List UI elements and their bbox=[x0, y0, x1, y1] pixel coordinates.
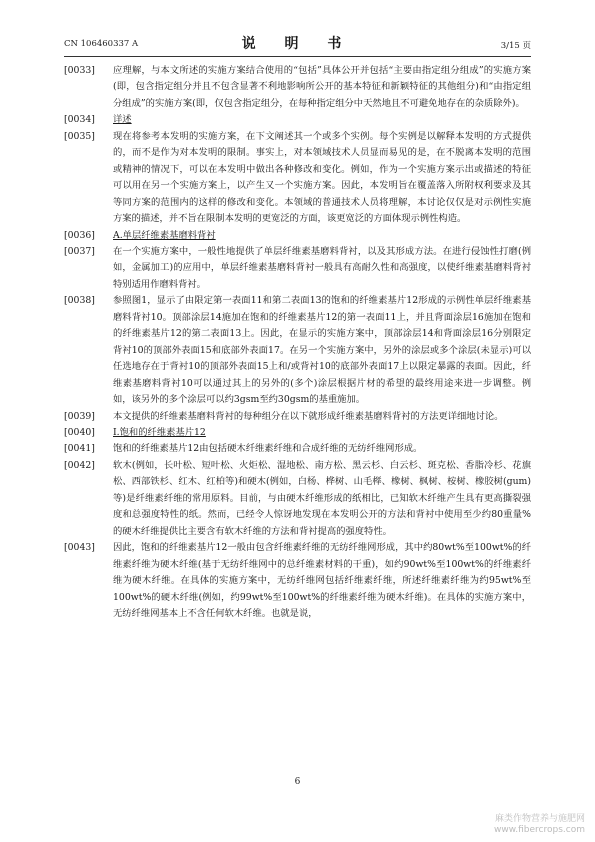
section-heading: I.饱和的纤维素基片12 bbox=[113, 426, 206, 438]
page-indicator: 3/15 页 bbox=[500, 41, 531, 51]
page-number: 6 bbox=[294, 777, 301, 787]
section-heading: A.单层纤维素基磨料背衬 bbox=[113, 229, 216, 241]
watermark-title: 麻类作物营养与施肥网 bbox=[494, 814, 585, 824]
document-title: 说 明 书 bbox=[241, 36, 354, 52]
paragraph-number: [0036] bbox=[64, 229, 95, 241]
section-heading: 详述 bbox=[113, 114, 132, 126]
patent-number: CN 106460337 A bbox=[64, 39, 139, 49]
paragraph-text: 参照图1，显示了由限定第一表面11和第二表面13的饱和的纤维素基片12形成的示例性单层纤维素基磨料背衬10。顶部涂层14施加在饱和的纤维素基片12的第一表面11上，并且背面涂层16施加在饱和的纤维素基片12的第二表面13上。因此，在显示的实施方案中，顶部涂层14和背面涂层16分别限定背衬10的顶部外表面15和底部外表面17。在另一个实施方案中，另外的涂层或多个涂层(未显示)可以任选地存在于背衬10的顶部外表面15上和/或背衬10的底部外表面17上以限定暴露的表面。因此，纤维素基磨料背衬10可以通过其上的另外的(多个)涂层根据片材的希望的最终用途来进一步调整。例如，该另外的多个涂层可以约3gsm至约30gsm的基重施加。 bbox=[113, 295, 531, 406]
paragraph-number: [0035] bbox=[64, 130, 95, 142]
paragraph-number: [0038] bbox=[64, 295, 95, 307]
paragraph-number: [0033] bbox=[64, 65, 95, 76]
page-header bbox=[64, 30, 531, 54]
watermark-url: www.fibercrops.com bbox=[494, 825, 585, 835]
paragraph-number: [0037] bbox=[64, 245, 95, 257]
paragraph-text: 现在将参考本发明的实施方案，在下文阐述其一个或多个实例。每个实例是以解释本发明的方式提供的，而不是作为对本发明的限制。事实上，对本领域技术人员显而易见的是，在不脱离本发明的范围或精神的情况下，可以在本发明中做出各种修改和变化。例如，作为一个实施方案示出或描述的特征可以用在另一个实施方案上，以产生又一个实施方案。因此，本发明旨在覆盖落入所附权利要求及其等同方案的范围内的这样的修改和变化。本领域的普通技术人员将理解，本讨论仅仅是对示例性实施方案的描述，并不旨在限制本发明的更宽泛的方面，该更宽泛的方面体现示例性构造。 bbox=[113, 130, 531, 225]
paragraph-text: 在一个实施方案中，一般性地提供了单层纤维素基磨料背衬，以及其形成方法。在进行侵蚀性打磨(例如，金属加工)的应用中，单层纤维素基磨料背衬一般具有高耐久性和高强度，以使纤维素基磨料背衬特别适用作磨料背衬。 bbox=[113, 245, 531, 290]
paragraph-number: [0034] bbox=[64, 114, 95, 126]
paragraph bbox=[64, 129, 531, 228]
paragraph bbox=[64, 540, 531, 622]
header-divider bbox=[64, 56, 531, 57]
paragraph bbox=[64, 409, 531, 425]
paragraph-text: 本文提供的纤维素基磨料背衬的每种组分在以下就形成纤维素基磨料背衬的方法更详细地讨论。 bbox=[113, 410, 504, 422]
paragraph-number: [0043] bbox=[64, 542, 95, 554]
paragraph bbox=[64, 244, 531, 293]
paragraph-text: 软木(例如，长叶松、短叶松、火炬松、湿地松、南方松、黑云杉、白云杉、斑克松、香脂冷杉、花旗松、西部铁杉、红木、红柏等)和硬木(例如，白杨、桦树、山毛榉、橡树、枫树、桉树、橡胶树(gum)等)是纤维素纤维的常用原料。目前，与由硬木纤维形成的纸相比，已知软木纤维产生具有更高撕裂强度和总强度特性的纸。然而，已经令人惊讶地发现在本发明公开的方法和背衬中使用至少约80重量%的硬木纤维提供比主要含有软木纤维的方法和背衬提高的强度特性。 bbox=[113, 459, 531, 537]
document-body bbox=[64, 63, 531, 622]
paragraph-number: [0039] bbox=[64, 410, 95, 422]
paragraph bbox=[64, 63, 531, 112]
paragraph-text: 饱和的纤维素基片12由包括硬木纤维素纤维和合成纤维的无纺纤维网形成。 bbox=[113, 443, 423, 455]
paragraph bbox=[64, 293, 531, 408]
paragraph bbox=[64, 228, 531, 244]
paragraph-number: [0040] bbox=[64, 426, 95, 438]
site-watermark bbox=[494, 814, 585, 836]
paragraph-number: [0041] bbox=[64, 443, 95, 455]
paragraph bbox=[64, 425, 531, 441]
paragraph bbox=[64, 458, 531, 540]
paragraph-text: 因此，饱和的纤维素基片12一般由包含纤维素纤维的无纺纤维网形成，其中约80wt%至100wt%的纤维素纤维为硬木纤维(基于无纺纤维网中的总纤维素材料的干重)，如约90wt%至100wt%的纤维素纤维为硬木纤维。在具体的实施方案中，无纺纤维网包括纤维素纤维，所述纤维素纤维为约95wt%至100wt%的硬木纤维(例如，约99wt%至100wt%的纤维素纤维为硬木纤维)。在具体的实施方案中，无纺纤维网基本上不含任何软木纤维。也就是说， bbox=[113, 542, 531, 619]
paragraph-number: [0042] bbox=[64, 459, 95, 471]
paragraph bbox=[64, 441, 531, 457]
paragraph-text: 应理解，与本文所述的实施方案结合使用的“包括”具体公开并包括“主要由指定组分组成”的实施方案(即，包含指定组分并且不包含显著不利地影响所公开的基本特征和新颖特征的其他组分)和“由指定组分组成”的实施方案(即，仅包含指定组分，在每种指定组分中天然地且不可避免地存在的杂质除外)。 bbox=[113, 65, 531, 109]
paragraph bbox=[64, 112, 531, 128]
